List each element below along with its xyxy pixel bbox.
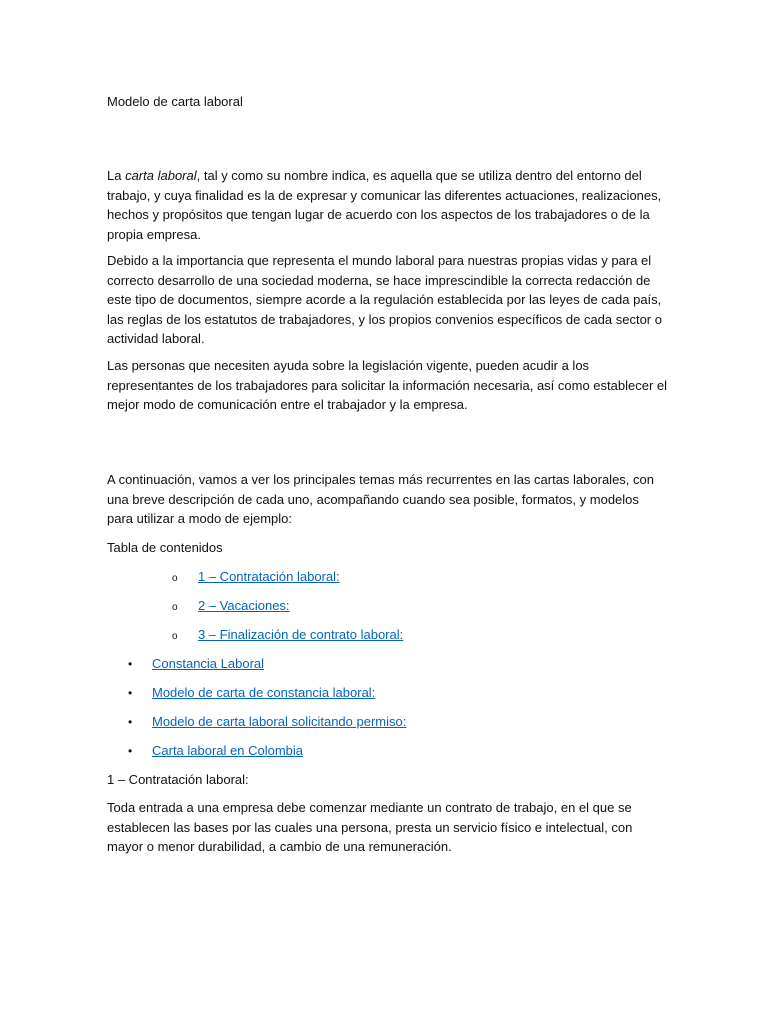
toc-sub-item — [172, 625, 403, 646]
toc-link-vacaciones[interactable]: 2 – Vacaciones: — [198, 598, 290, 613]
section-heading: 1 – Contratación laboral: — [107, 772, 249, 787]
bullet-icon: • — [128, 715, 133, 729]
toc-sub-marker: o — [172, 573, 178, 584]
intro-emphasis: carta laboral — [125, 168, 197, 183]
document-title: Modelo de carta laboral — [107, 94, 243, 109]
paragraph-importance: Debido a la importancia que representa el mundo laboral para nuestras propias vidas y para el correcto desarrollo de una sociedad moderna, se hace imprescindible la correcta redacción de este tipo de documentos, siempre acorde a la regulación establecida por las leyes de cada país, las reglas de los estatutos de trabajadores, y los propios convenios específicos de cada sector o actividad laboral. — [107, 253, 662, 346]
toc-title: Tabla de contenidos — [107, 540, 223, 555]
toc-main-item — [128, 741, 303, 761]
toc-sub-marker: o — [172, 631, 178, 642]
toc-sub-item — [172, 567, 340, 588]
intro-prefix: La — [107, 168, 126, 183]
intro-rest: , tal y como su nombre indica, es aquella que se utiliza dentro del entorno del trabajo, y cuya finalidad es la de expresar y comunicar las diferentes actuaciones, realizaciones, hechos y propósitos que tengan lugar de acuerdo con los aspectos de los trabajadores o de la propia empresa. — [107, 168, 662, 242]
bullet-icon: • — [128, 686, 133, 700]
toc-link-contratacion[interactable]: 1 – Contratación laboral: — [198, 569, 340, 584]
toc-sub-item — [172, 596, 290, 617]
toc-link-colombia[interactable]: Carta laboral en Colombia — [152, 743, 304, 758]
toc-main-item — [128, 712, 406, 732]
toc-link-modelo-permiso[interactable]: Modelo de carta laboral solicitando permiso: — [152, 714, 407, 729]
bullet-icon: • — [128, 657, 133, 671]
bullet-icon: • — [128, 744, 133, 758]
toc-main-item — [128, 683, 375, 703]
toc-link-constancia[interactable]: Constancia Laboral — [152, 656, 265, 671]
section-paragraph: Toda entrada a una empresa debe comenzar mediante un contrato de trabajo, en el que se establecen las bases por las cuales una persona, presta un servicio físico e intelectual, con mayor o menor durabilidad, a cambio de una remuneración. — [107, 800, 633, 854]
intro-paragraph — [107, 166, 667, 244]
paragraph-overview: A continuación, vamos a ver los principales temas más recurrentes en las cartas laborales, con una breve descripción de cada uno, acompañando cuando sea posible, formatos, y modelos para utilizar a modo de ejemplo: — [107, 472, 654, 526]
toc-link-modelo-constancia[interactable]: Modelo de carta de constancia laboral: — [152, 685, 376, 700]
toc-main-item — [128, 654, 264, 674]
toc-sub-marker: o — [172, 602, 178, 613]
toc-link-finalizacion[interactable]: 3 – Finalización de contrato laboral: — [198, 627, 404, 642]
paragraph-legislation: Las personas que necesiten ayuda sobre la legislación vigente, pueden acudir a los representantes de los trabajadores para solicitar la información necesaria, así como establecer el mejor modo de comunicación entre el trabajador y la empresa. — [107, 358, 668, 412]
